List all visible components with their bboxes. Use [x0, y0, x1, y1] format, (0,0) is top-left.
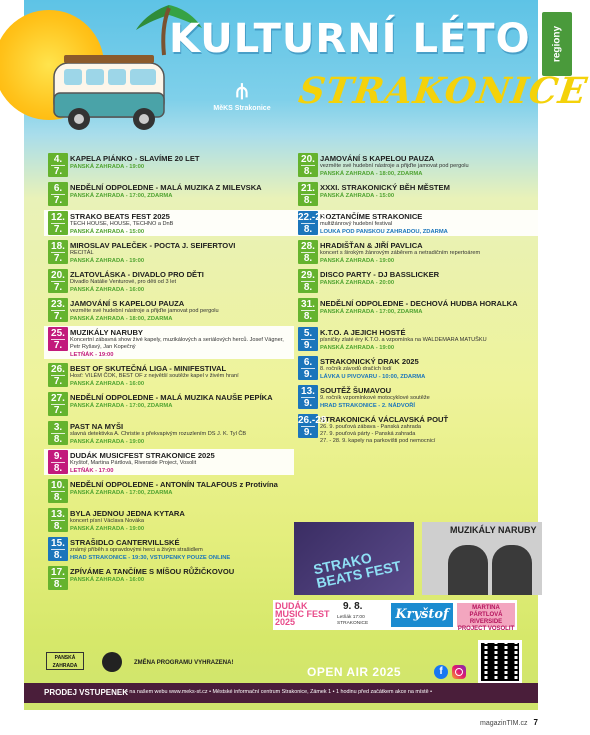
- event-item: [44, 420, 294, 446]
- event-description: TECH HOUSE, HOUSE, TECHNO a DnB: [70, 221, 174, 227]
- event-day: 12.: [51, 212, 65, 223]
- event-description: vezměte své hudební nástroje a přijďte jamovat pod pergolu: [320, 163, 469, 169]
- event-location: PANSKÁ ZAHRADA - 19:00: [70, 526, 145, 532]
- event-location: PANSKÁ ZAHRADA - 16:00: [70, 287, 145, 293]
- event-location: PANSKÁ ZAHRADA - 17:00, ZDARMA: [70, 403, 173, 409]
- event-item: [44, 326, 294, 359]
- event-title: STRAKONICKÝ DRAK 2025: [320, 357, 419, 366]
- event-day: 4.: [53, 154, 63, 165]
- page-subtitle: STRAKONICE: [296, 70, 590, 112]
- event-location: LETŇÁK - 17:00: [70, 468, 114, 474]
- event-month: 8.: [301, 252, 315, 264]
- event-day: 17.: [51, 567, 65, 578]
- event-date-badge: [298, 182, 318, 206]
- event-month: 7.: [51, 339, 65, 351]
- event-item: [44, 391, 294, 417]
- event-date-badge: [298, 414, 330, 438]
- event-day: 25.: [51, 328, 65, 339]
- event-month: 7.: [51, 281, 65, 293]
- ticket-sale-bar: [24, 683, 538, 703]
- event-date-badge: [48, 327, 68, 351]
- event-title: SOUTĚŽ ŠUMAVOU: [320, 386, 392, 395]
- strako-beats-promo-text: STRAKO BEATS FEST: [311, 549, 403, 592]
- page-footer: [480, 718, 538, 727]
- event-item: [294, 355, 544, 381]
- event-title: KAPELA PIÁNKO - SLAVÍME 20 LET: [70, 154, 200, 163]
- event-day: 21.: [301, 183, 315, 194]
- event-month: 8.: [301, 223, 315, 235]
- organizer-mark-icon: ⫛: [236, 80, 248, 102]
- martina-partlova-banner: MARTINA PÁRTLOVÁ RIVERSIDE PROJECT VOSOLIT: [457, 605, 515, 632]
- event-date-badge: [298, 327, 318, 351]
- event-title: XXXI. STRAKONICKÝ BĚH MĚSTEM: [320, 183, 450, 192]
- ticket-sale-info: • na našem webu www.meks-st.cz • Městské informační centrum Strakonice, Zámek 1 • 1 hodinu před začátkem akce na místě •: [126, 689, 432, 695]
- facebook-icon[interactable]: f: [434, 665, 448, 679]
- event-location: PANSKÁ ZAHRADA - 16:00: [70, 577, 145, 583]
- event-title: STRAKO BEATS FEST 2025: [70, 212, 170, 221]
- event-description: multižánrový hudební festival: [320, 221, 393, 227]
- event-title: BYLA JEDNOU JEDNA KYTARA: [70, 509, 185, 518]
- event-item: [294, 210, 544, 236]
- event-date-badge: [298, 153, 318, 177]
- event-day: 5.: [303, 328, 313, 339]
- event-title: DUDÁK MUSICFEST STRAKONICE 2025: [70, 451, 215, 460]
- event-location: PANSKÁ ZAHRADA - 16:00: [70, 381, 145, 387]
- event-day: 15.: [51, 538, 65, 549]
- event-location: PANSKÁ ZAHRADA - 15:00: [320, 193, 395, 199]
- event-date-badge: [48, 240, 68, 264]
- event-date-badge: [298, 240, 318, 264]
- organizer-logo: [212, 80, 272, 112]
- event-date-badge: [48, 421, 68, 445]
- program-change-note: ZMĚNA PROGRAMU VYHRAZENA!: [134, 660, 234, 666]
- event-location: LOUKA POD PANSKOU ZAHRADOU, ZDARMA: [320, 229, 448, 235]
- event-month: 7.: [51, 165, 65, 177]
- partner-logos: [46, 652, 146, 674]
- event-day: 6.: [53, 183, 63, 194]
- event-item: [294, 152, 544, 178]
- event-description: Koncertní zábavná show živé kapely, muzikálových a seriálových herců. Josef Vágner, Petr Ryšavý, Jan Kopečný: [70, 337, 284, 350]
- event-item: [294, 268, 544, 294]
- event-day: 3.: [53, 422, 63, 433]
- event-description: 8. ročník závodů dračích lodí: [320, 366, 392, 372]
- section-tab-label: regiony: [551, 25, 563, 63]
- event-month: 9.: [301, 397, 315, 409]
- event-date-badge: [48, 392, 68, 416]
- event-day: 13.: [301, 386, 315, 397]
- qr-code[interactable]: [478, 640, 522, 684]
- event-day: 26.: [51, 364, 65, 375]
- event-description: 9. ročník vzpomínkové motocyklové soutěže: [320, 395, 430, 401]
- event-item: [44, 239, 294, 265]
- event-item: [44, 362, 294, 388]
- event-date-badge: [298, 356, 318, 380]
- performer-silhouette: [448, 545, 488, 595]
- event-description: Divadlo Natálie Venturové, pro děti od 3 let: [70, 279, 177, 285]
- event-description: slavná detektivka A. Christie s překvapivým rozuzlením DS J. K. Tyl ČB: [70, 431, 247, 437]
- event-location: LÁVKA U PIVOVARU - 10:00, ZDARMA: [320, 374, 426, 380]
- event-day: 18.: [51, 241, 65, 252]
- event-location: HRAD STRAKONICE - 2. NÁDVOŘÍ: [320, 403, 416, 409]
- event-month: 8.: [301, 310, 315, 322]
- camper-van-illustration: [44, 55, 184, 135]
- event-day: 26.-28.: [298, 415, 330, 426]
- event-location: PANSKÁ ZAHRADA - 18:00, ZDARMA: [320, 171, 423, 177]
- event-location: PANSKÁ ZAHRADA - 20:00: [320, 280, 395, 286]
- event-item: [294, 181, 544, 207]
- ticket-sale-title: PRODEJ VSTUPENEK: [44, 688, 129, 697]
- event-title: NEDĚLNÍ ODPOLEDNE - MALÁ MUZIKA NAUŠE PEPÍKA: [70, 393, 273, 402]
- event-description: Kryštof, Martina Pártlová, Riverside Project, Vosolit: [70, 460, 197, 466]
- event-month: 8.: [51, 520, 65, 532]
- event-item: [44, 181, 294, 207]
- event-description: koncert s širokým žánrovým záběrem a netradičním repertoárem: [320, 250, 481, 256]
- dudak-festival-name: DUDÁK MUSIC FEST 2025: [275, 601, 330, 627]
- events-column-right: [294, 152, 544, 448]
- event-date-badge: [48, 211, 68, 235]
- event-date-badge: [298, 385, 318, 409]
- dudak-festival-banner: [273, 600, 517, 630]
- event-title: HRADIŠŤAN & JIŘÍ PAVLICA: [320, 241, 423, 250]
- event-description: písničky zlaté éry K.T.O. a vzpomínka na WALDEMARA MATUŠKU: [320, 337, 487, 343]
- event-month: 7.: [51, 223, 65, 235]
- event-item: [44, 536, 294, 562]
- krystof-logo: Kryštof: [391, 603, 453, 627]
- event-month: 9.: [301, 426, 315, 438]
- event-month: 7.: [51, 404, 65, 416]
- event-item: [44, 152, 294, 178]
- event-date-badge: [298, 211, 330, 235]
- event-title: NEDĚLNÍ ODPOLEDNE - DECHOVÁ HUDBA HORALKA: [320, 299, 518, 308]
- event-date-badge: [48, 508, 68, 532]
- event-item: [44, 297, 294, 323]
- event-title: ZPÍVÁME A TANČÍME S MÍŠOU RŮŽIČKOVOU: [70, 567, 235, 576]
- instagram-icon[interactable]: [452, 665, 466, 679]
- event-month: 8.: [51, 491, 65, 503]
- event-date-badge: [48, 537, 68, 561]
- event-day: 29.: [301, 270, 315, 281]
- page-number: 7: [533, 718, 538, 727]
- page-title: KULTURNÍ LÉTO: [169, 16, 531, 62]
- event-title: NEDĚLNÍ ODPOLEDNE - ANTONÍN TALAFOUS z Protivína: [70, 480, 278, 489]
- event-date-badge: [48, 182, 68, 206]
- event-item: [44, 449, 294, 475]
- event-date-badge: [48, 450, 68, 474]
- magazine-site[interactable]: magazinTIM.cz: [480, 720, 528, 727]
- event-item: [44, 507, 294, 533]
- event-day: 28.: [301, 241, 315, 252]
- event-description: koncert písní Václava Nováka: [70, 518, 144, 524]
- event-month: 8.: [51, 462, 65, 474]
- event-title: STRAŠIDLO CANTERVILLSKÉ: [70, 538, 180, 547]
- event-date-badge: [48, 566, 68, 590]
- event-day: 23.: [51, 299, 65, 310]
- event-day: 31.: [301, 299, 315, 310]
- event-title: ROZTANČÍME STRAKONICE: [320, 212, 423, 221]
- event-day: 20.: [301, 154, 315, 165]
- event-item: [294, 384, 544, 410]
- panska-zahrada-logo: PANSKÁ ZAHRADA: [46, 652, 84, 670]
- organizer-name: MěKS Strakonice: [213, 105, 271, 112]
- strako-beats-promo-image: [294, 522, 414, 595]
- event-day: 13.: [51, 509, 65, 520]
- event-month: 8.: [301, 165, 315, 177]
- event-month: 8.: [51, 578, 65, 590]
- event-title: K.T.O. A JEJICH HOSTÉ: [320, 328, 406, 337]
- event-location: HRAD STRAKONICE - 19:30, VSTUPENKY POUZE ONLINE: [70, 555, 231, 561]
- event-location: PANSKÁ ZAHRADA - 19:00: [320, 345, 395, 351]
- muzikaly-promo-title: MUZIKÁLY NARUBY: [450, 525, 537, 535]
- event-location: PANSKÁ ZAHRADA - 19:00: [320, 258, 395, 264]
- performer-silhouette: [492, 545, 532, 595]
- event-location: PANSKÁ ZAHRADA - 19:00: [70, 164, 145, 170]
- event-description: RECITÁL: [70, 250, 94, 256]
- event-title: NEDĚLNÍ ODPOLEDNE - MALÁ MUZIKA Z MILEVSKA: [70, 183, 262, 192]
- event-location: LETŇÁK - 19:00: [70, 352, 114, 358]
- event-title: PAST NA MYŠI: [70, 422, 124, 431]
- event-day: 20.: [51, 270, 65, 281]
- event-month: 9.: [301, 368, 315, 380]
- event-month: 7.: [51, 310, 65, 322]
- event-title: JAMOVÁNÍ S KAPELOU PAUZA: [70, 299, 185, 308]
- event-month: 7.: [51, 194, 65, 206]
- event-location: PANSKÁ ZAHRADA - 17:00, ZDARMA: [320, 309, 423, 315]
- event-title: ZLATOVLÁSKA - DIVADLO PRO DĚTI: [70, 270, 204, 279]
- event-location: PANSKÁ ZAHRADA - 17:00, ZDARMA: [70, 193, 173, 199]
- event-day: 22.-23.: [298, 212, 330, 223]
- event-date-badge: [298, 269, 318, 293]
- event-item: [294, 297, 544, 323]
- event-date-badge: [48, 298, 68, 322]
- event-day: 27.: [51, 393, 65, 404]
- event-location: PANSKÁ ZAHRADA - 17:00, ZDARMA: [70, 490, 173, 496]
- event-month: 9.: [301, 339, 315, 351]
- event-month: 8.: [301, 281, 315, 293]
- event-month: 8.: [301, 194, 315, 206]
- event-day: 6.: [303, 357, 313, 368]
- event-item: [294, 239, 544, 265]
- event-item: [44, 565, 294, 591]
- event-month: 8.: [51, 433, 65, 445]
- event-month: 7.: [51, 375, 65, 387]
- event-location: PANSKÁ ZAHRADA - 15:00: [70, 229, 145, 235]
- events-column-left: [44, 152, 294, 594]
- event-month: 7.: [51, 252, 65, 264]
- event-title: DISCO PARTY - DJ BASSLICKER: [320, 270, 440, 279]
- event-date-badge: [48, 269, 68, 293]
- dudak-festival-place: Letňák 17:00 STRAKONICE: [337, 615, 369, 626]
- event-location: PANSKÁ ZAHRADA - 19:00: [70, 439, 145, 445]
- event-title: BEST OF SKUTEČNÁ LIGA - MINIFESTIVAL: [70, 364, 227, 373]
- event-item: [44, 268, 294, 294]
- event-description: známý příběh s opravdovými herci a živým strašidlem: [70, 547, 203, 553]
- event-title: STRAKONICKÁ VÁCLAVSKÁ POUŤ: [320, 415, 449, 424]
- event-item: [294, 326, 544, 352]
- event-item: [44, 210, 294, 236]
- event-item: [44, 478, 294, 504]
- event-date-badge: [48, 153, 68, 177]
- event-date-badge: [48, 479, 68, 503]
- event-description: Hosť: VILÉM ČOK, BEST OF z největší soutěže kapel v živém hraní: [70, 373, 239, 379]
- section-tab[interactable]: [542, 12, 572, 76]
- event-location: PANSKÁ ZAHRADA - 19:00: [70, 258, 145, 264]
- event-description: 26. 9. pouťová zábava - Panská zahrada 27. 9. pouťová párty - Panská zahrada 27. - 28. 9. kapely na parkovišti pod nemocnicí: [320, 424, 436, 444]
- dudak-festival-date: 9. 8.: [343, 601, 363, 612]
- muzikaly-promo-image: [422, 522, 542, 595]
- event-title: JAMOVÁNÍ S KAPELOU PAUZA: [320, 154, 435, 163]
- partner-round-logo: [102, 652, 122, 672]
- event-description: vezměte své hudební nástroje a přijďte jamovat pod pergolu: [70, 308, 219, 314]
- event-day: 10.: [51, 480, 65, 491]
- event-day: 9.: [53, 451, 63, 462]
- event-date-badge: [48, 363, 68, 387]
- event-title: MIROSLAV PALEČEK - POCTA J. SEIFERTOVI: [70, 241, 236, 250]
- event-title: MUZIKÁLY NARUBY: [70, 328, 143, 337]
- event-item: [294, 413, 544, 445]
- event-date-badge: [298, 298, 318, 322]
- event-location: PANSKÁ ZAHRADA - 18:00, ZDARMA: [70, 316, 173, 322]
- event-month: 8.: [51, 549, 65, 561]
- open-air-label: OPEN AIR 2025: [307, 665, 402, 679]
